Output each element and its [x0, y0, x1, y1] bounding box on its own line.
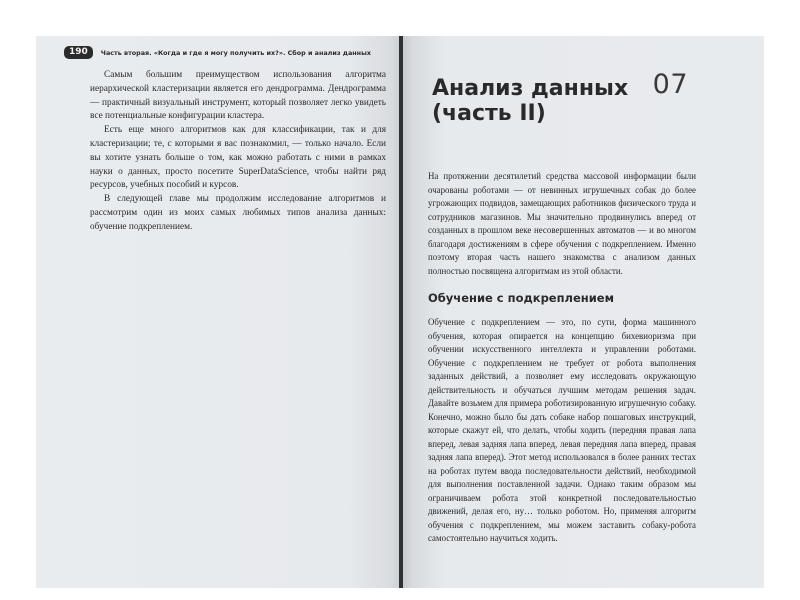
section-heading: Обучение с подкреплением [428, 291, 614, 305]
book-spread [36, 36, 764, 588]
paragraph: Самым большим преимуществом использования алгоритма иерархической кластеризации является его дендрограмма. Дендрограмма — практичный визуальный инструмент, который позволяет легко увидеть все потенциальные конфигурации кластера. [90, 70, 386, 122]
chapter-number: 07 [652, 69, 688, 100]
book-gutter [399, 36, 403, 588]
section-paragraph: Обучение с подкреплением — это, по сути, форма машинного обучения, которая опирается на концепцию бихевиоризма при обучении искусственного интеллекта и управлении роботами. Обучение с подкреплением не требует от робота выполнения заданных действий, а позволяет ему исследовать окружающую действительность и обучаться лучшим методам решения задач. Давайте возьмем для примера роботизированную игрушечную собаку. Конечно, можно было бы дать собаке набор пошаговых инструкций, которые скажут ей, что делать, чтобы ходить (передняя правая лапа вперед, левая задняя лапа вперед, левая передняя лапа вперед, правая задняя лапа вперед). Этот метод использовался в более ранних тестах на роботах путем ввода последовательности действий, необходимой для выполнения поставленной задачи. Однако таким образом мы ограничиваем робота этой конкретной последовательностью движений, делая его, ну… только роботом. Но, применяя алгоритм обучения с подкреплением, мы можем заставить собаку-робота самостоятельно научиться ходить. [428, 317, 696, 543]
paragraph: В следующей главе мы продолжим исследование алгоритмов и рассмотрим один из моих самых любимых типов анализа данных: обучение подкреплением. [90, 194, 386, 232]
section-body [428, 316, 696, 546]
paragraph: Есть еще много алгоритмов как для классификации, так и для кластеризации; те, с которыми я вас познакомил, — только начало. Если вы хотите узнать больше о том, как можно работать с ними в рамках науки о данных, просто посетите SuperDataScience, чтобы найти ряд ресурсов, учебных пособий и курсов. [90, 125, 386, 191]
chapter-title-line-2: (часть II) [432, 101, 546, 126]
chapter-intro [428, 170, 696, 278]
running-header [64, 46, 384, 59]
left-page [36, 36, 402, 588]
page-number: 190 [64, 46, 93, 59]
chapter-title [432, 76, 628, 126]
right-page [402, 36, 764, 588]
left-page-body [90, 69, 386, 235]
intro-paragraph: На протяжении десятилетий средства массовой информации были очарованы роботами — от невинных игрушечных собак до более угрожающих подвидов, замещающих работников физического труда и сотрудников магазинов. Мы значительно продвинулись вперед от созданных в прошлом веке несовершенных автоматов — и во многом благодаря достижениям в сфере обучения с подкреплением. Именно поэтому вторая часть нашего знакомства с анализом данных полностью посвящена алгоритмам из этой области. [428, 171, 696, 276]
chapter-title-line-1: Анализ данных [432, 76, 629, 101]
running-header-title: Часть вторая. «Когда и где я могу получить их?». Сбор и анализ данных [100, 48, 371, 57]
